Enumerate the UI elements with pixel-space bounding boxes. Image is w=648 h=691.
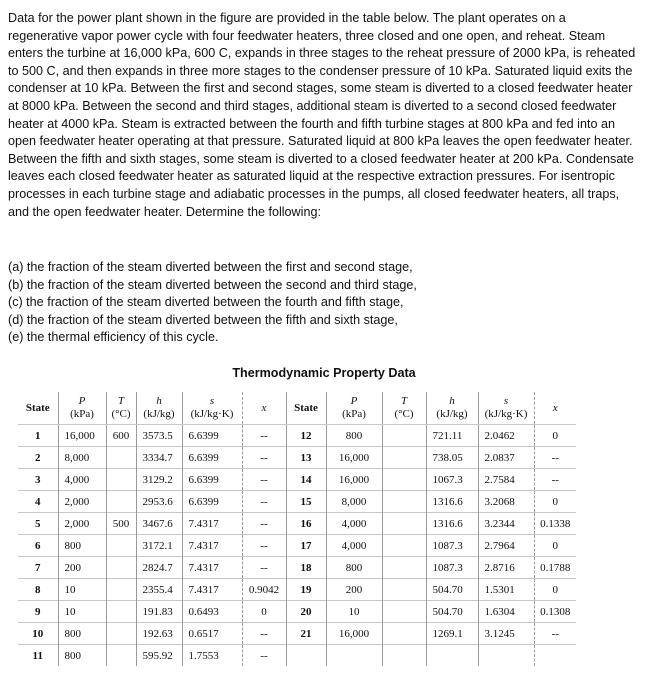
- right-entropy-cell: [478, 645, 534, 667]
- left-temperature-cell: [106, 469, 136, 491]
- right-temperature-cell: [382, 491, 426, 513]
- left-pressure-cell: 16,000: [58, 425, 106, 447]
- header-h-right: h (kJ/kg): [426, 392, 478, 425]
- left-enthalpy-cell: 3573.5: [136, 425, 182, 447]
- right-enthalpy-cell: 738.05: [426, 447, 478, 469]
- header-t-left: T (°C): [106, 392, 136, 425]
- left-enthalpy-cell: 3172.1: [136, 535, 182, 557]
- right-temperature-cell: [382, 623, 426, 645]
- right-enthalpy-cell: 504.70: [426, 579, 478, 601]
- left-pressure-cell: 2,000: [58, 491, 106, 513]
- left-pressure-cell: 800: [58, 535, 106, 557]
- right-temperature-cell: [382, 579, 426, 601]
- right-entropy-cell: 2.7584: [478, 469, 534, 491]
- left-entropy-cell: 1.7553: [182, 645, 242, 667]
- left-state-cell: 4: [18, 491, 58, 513]
- left-entropy-cell: 6.6399: [182, 491, 242, 513]
- left-enthalpy-cell: 2824.7: [136, 557, 182, 579]
- right-pressure-cell: 800: [326, 557, 382, 579]
- header-p-right: P (kPa): [326, 392, 382, 425]
- left-pressure-cell: 8,000: [58, 447, 106, 469]
- header-state-right: State: [286, 392, 326, 425]
- left-temperature-cell: [106, 557, 136, 579]
- left-pressure-cell: 200: [58, 557, 106, 579]
- header-s-left: s (kJ/kg·K): [182, 392, 242, 425]
- right-quality-cell: 0.1788: [534, 557, 576, 579]
- right-temperature-cell: [382, 535, 426, 557]
- left-entropy-cell: 6.6399: [182, 469, 242, 491]
- right-quality-cell: --: [534, 447, 576, 469]
- table-header-row: [18, 392, 576, 425]
- right-state-cell: [286, 645, 326, 667]
- left-enthalpy-cell: 595.92: [136, 645, 182, 667]
- left-state-cell: 10: [18, 623, 58, 645]
- right-enthalpy-cell: 1067.3: [426, 469, 478, 491]
- right-temperature-cell: [382, 645, 426, 667]
- right-pressure-cell: 10: [326, 601, 382, 623]
- right-quality-cell: 0: [534, 579, 576, 601]
- right-pressure-cell: 4,000: [326, 535, 382, 557]
- right-temperature-cell: [382, 469, 426, 491]
- right-entropy-cell: 3.2068: [478, 491, 534, 513]
- left-quality-cell: 0.9042: [242, 579, 286, 601]
- left-enthalpy-cell: 191.83: [136, 601, 182, 623]
- right-enthalpy-cell: 1316.6: [426, 491, 478, 513]
- left-temperature-cell: [106, 535, 136, 557]
- left-pressure-cell: 10: [58, 579, 106, 601]
- left-entropy-cell: 0.6493: [182, 601, 242, 623]
- left-entropy-cell: 7.4317: [182, 557, 242, 579]
- table-row: [18, 645, 576, 667]
- right-entropy-cell: 2.7964: [478, 535, 534, 557]
- right-enthalpy-cell: 1087.3: [426, 557, 478, 579]
- right-entropy-cell: 3.2344: [478, 513, 534, 535]
- right-pressure-cell: [326, 645, 382, 667]
- right-enthalpy-cell: [426, 645, 478, 667]
- table-row: [18, 469, 576, 491]
- left-entropy-cell: 7.4317: [182, 579, 242, 601]
- left-enthalpy-cell: 2953.6: [136, 491, 182, 513]
- right-state-cell: 20: [286, 601, 326, 623]
- left-state-cell: 6: [18, 535, 58, 557]
- right-entropy-cell: 2.8716: [478, 557, 534, 579]
- table-row: [18, 535, 576, 557]
- left-state-cell: 5: [18, 513, 58, 535]
- left-state-cell: 2: [18, 447, 58, 469]
- right-state-cell: 16: [286, 513, 326, 535]
- left-pressure-cell: 800: [58, 645, 106, 667]
- property-table: [18, 392, 576, 666]
- right-entropy-cell: 3.1245: [478, 623, 534, 645]
- left-state-cell: 8: [18, 579, 58, 601]
- right-quality-cell: 0: [534, 425, 576, 447]
- right-entropy-cell: 2.0837: [478, 447, 534, 469]
- right-quality-cell: 0: [534, 535, 576, 557]
- left-enthalpy-cell: 2355.4: [136, 579, 182, 601]
- left-quality-cell: 0: [242, 601, 286, 623]
- table-title: Thermodynamic Property Data: [232, 366, 416, 380]
- left-state-cell: 7: [18, 557, 58, 579]
- right-state-cell: 19: [286, 579, 326, 601]
- header-s-right: s (kJ/kg·K): [478, 392, 534, 425]
- right-state-cell: 14: [286, 469, 326, 491]
- right-temperature-cell: [382, 557, 426, 579]
- left-entropy-cell: 0.6517: [182, 623, 242, 645]
- right-enthalpy-cell: 1316.6: [426, 513, 478, 535]
- question-e: (e) the thermal efficiency of this cycle.: [8, 330, 219, 345]
- left-state-cell: 1: [18, 425, 58, 447]
- left-temperature-cell: [106, 579, 136, 601]
- table-row: [18, 623, 576, 645]
- right-entropy-cell: 1.5301: [478, 579, 534, 601]
- left-quality-cell: --: [242, 535, 286, 557]
- right-state-cell: 21: [286, 623, 326, 645]
- left-quality-cell: --: [242, 469, 286, 491]
- left-pressure-cell: 4,000: [58, 469, 106, 491]
- header-h-left: h (kJ/kg): [136, 392, 182, 425]
- left-state-cell: 9: [18, 601, 58, 623]
- left-temperature-cell: 600: [106, 425, 136, 447]
- table-row: [18, 513, 576, 535]
- question-list: [8, 259, 638, 347]
- right-pressure-cell: 800: [326, 425, 382, 447]
- question-d: (d) the fraction of the steam diverted between the fifth and sixth stage,: [8, 312, 398, 327]
- right-quality-cell: 0.1338: [534, 513, 576, 535]
- left-temperature-cell: [106, 645, 136, 667]
- header-x-right: x: [534, 392, 576, 425]
- left-temperature-cell: [106, 491, 136, 513]
- left-temperature-cell: 500: [106, 513, 136, 535]
- left-state-cell: 11: [18, 645, 58, 667]
- table-row: [18, 425, 576, 447]
- left-quality-cell: --: [242, 513, 286, 535]
- left-entropy-cell: 6.6399: [182, 447, 242, 469]
- left-enthalpy-cell: 3467.6: [136, 513, 182, 535]
- problem-statement: [8, 10, 638, 221]
- right-temperature-cell: [382, 447, 426, 469]
- right-pressure-cell: 4,000: [326, 513, 382, 535]
- left-pressure-cell: 800: [58, 623, 106, 645]
- right-quality-cell: [534, 645, 576, 667]
- right-state-cell: 15: [286, 491, 326, 513]
- left-quality-cell: --: [242, 645, 286, 667]
- right-quality-cell: --: [534, 469, 576, 491]
- right-pressure-cell: 16,000: [326, 447, 382, 469]
- right-state-cell: 18: [286, 557, 326, 579]
- left-entropy-cell: 6.6399: [182, 425, 242, 447]
- right-enthalpy-cell: 721.11: [426, 425, 478, 447]
- question-c: (c) the fraction of the steam diverted between the fourth and fifth stage,: [8, 295, 404, 310]
- right-entropy-cell: 2.0462: [478, 425, 534, 447]
- right-state-cell: 17: [286, 535, 326, 557]
- left-quality-cell: --: [242, 447, 286, 469]
- question-a: (a) the fraction of the steam diverted between the first and second stage,: [8, 260, 413, 274]
- left-enthalpy-cell: 192.63: [136, 623, 182, 645]
- left-quality-cell: --: [242, 425, 286, 447]
- left-entropy-cell: 7.4317: [182, 535, 242, 557]
- question-b: (b) the fraction of the steam diverted between the second and third stage,: [8, 277, 417, 292]
- right-entropy-cell: 1.6304: [478, 601, 534, 623]
- left-temperature-cell: [106, 623, 136, 645]
- left-temperature-cell: [106, 601, 136, 623]
- header-p-left: P (kPa): [58, 392, 106, 425]
- header-state-left: State: [18, 392, 58, 425]
- right-temperature-cell: [382, 425, 426, 447]
- right-pressure-cell: 200: [326, 579, 382, 601]
- right-quality-cell: 0: [534, 491, 576, 513]
- left-state-cell: 3: [18, 469, 58, 491]
- right-pressure-cell: 8,000: [326, 491, 382, 513]
- table-row: [18, 447, 576, 469]
- right-temperature-cell: [382, 513, 426, 535]
- right-quality-cell: --: [534, 623, 576, 645]
- table-row: [18, 557, 576, 579]
- left-pressure-cell: 2,000: [58, 513, 106, 535]
- right-enthalpy-cell: 504.70: [426, 601, 478, 623]
- right-pressure-cell: 16,000: [326, 469, 382, 491]
- problem-text: Data for the power plant shown in the figure are provided in the table below. The plant operates on a regenerative vapor power cycle with four feedwater heaters, three closed and one open, and reheat. Steam enters the turbine at 16,000 kPa, 600 C, expands in three stages to the reheat pressure of 2000 kPa, is reheated to 500 C, and then expands in three more stages to the condenser pressure of 10 kPa. Saturated liquid exits the condenser at 10 kPa. Between the first and second stages, some steam is diverted to a closed feedwater heater at 8000 kPa. Between the second and third stages, additional steam is diverted to a second closed feedwater heater at 4000 kPa. Steam is extracted between the fourth and fifth turbine stages at 800 kPa and fed into an open feedwater heater operating at that pressure. Saturated liquid at 800 kPa leaves the open feedwater heater. Between the fifth and sixth stages, some steam is diverted to a closed feedwater heater at 200 kPa. Condensate leaves each closed feedwater heater as saturated liquid at the respective extraction pressures. For isentropic processes in each turbine stage and adiabatic processes in the pumps, all closed feedwater heaters, all traps, and the open feedwater heater. Determine the following:: [8, 11, 636, 219]
- right-quality-cell: 0.1308: [534, 601, 576, 623]
- right-enthalpy-cell: 1269.1: [426, 623, 478, 645]
- table-row: [18, 491, 576, 513]
- right-state-cell: 12: [286, 425, 326, 447]
- left-entropy-cell: 7.4317: [182, 513, 242, 535]
- left-quality-cell: --: [242, 557, 286, 579]
- left-enthalpy-cell: 3129.2: [136, 469, 182, 491]
- left-quality-cell: --: [242, 623, 286, 645]
- header-x-left: x: [242, 392, 286, 425]
- left-pressure-cell: 10: [58, 601, 106, 623]
- left-enthalpy-cell: 3334.7: [136, 447, 182, 469]
- table-row: [18, 601, 576, 623]
- right-state-cell: 13: [286, 447, 326, 469]
- right-temperature-cell: [382, 601, 426, 623]
- right-enthalpy-cell: 1087.3: [426, 535, 478, 557]
- left-temperature-cell: [106, 447, 136, 469]
- table-row: [18, 579, 576, 601]
- header-t-right: T (°C): [382, 392, 426, 425]
- left-quality-cell: --: [242, 491, 286, 513]
- right-pressure-cell: 16,000: [326, 623, 382, 645]
